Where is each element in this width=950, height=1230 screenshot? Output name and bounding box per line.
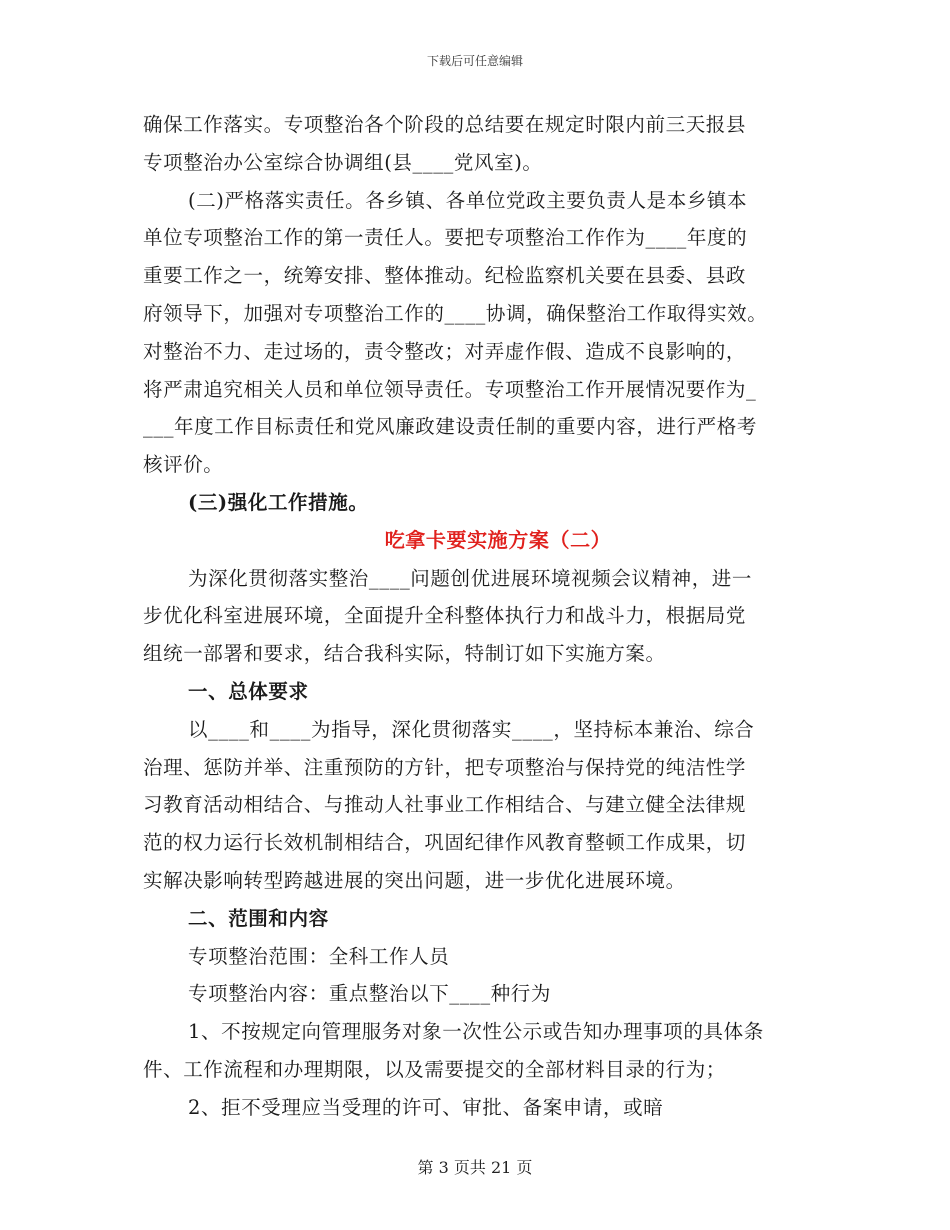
text-line: 步优化科室进展环境，全面提升全科整体执行力和战斗力，根据局党	[143, 604, 747, 628]
text-line: 府领导下，加强对专项整治工作的____协调，确保整治工作取得实效。	[143, 301, 768, 325]
text-line: 对整治不力、走过场的，责令整改；对弄虚作假、造成不良影响的，	[143, 339, 747, 363]
page-footer: 第 3 页共 21 页	[417, 1158, 533, 1177]
section-heading: 二、范围和内容	[188, 906, 329, 930]
text-line: 范的权力运行长效机制相结合，巩固纪律作风教育整顿工作成果，切	[143, 831, 747, 855]
text-line: 专项整治范围：全科工作人员	[188, 944, 450, 968]
text-line: 核评价。	[143, 453, 224, 477]
text-line: 组统一部署和要求，结合我科实际，特制订如下实施方案。	[143, 642, 666, 666]
text-line: 单位专项整治工作的第一责任人。要把专项整治工作作为____年度的	[143, 226, 748, 250]
document-body	[143, 106, 813, 1127]
text-line: 为深化贯彻落实整治____问题创优进展环境视频会议精神，进一	[188, 566, 753, 590]
text-line: 重要工作之一，统筹安排、整体推动。纪检监察机关要在县委、县政	[143, 264, 747, 288]
text-line: 件、工作流程和办理期限，以及需要提交的全部材料目录的行为；	[143, 1057, 726, 1081]
text-line: 2、拒不受理应当受理的许可、审批、备案申请，或暗	[188, 1095, 664, 1119]
section-title: 吃拿卡要实施方案（二）	[384, 527, 612, 552]
text-line: 专项整治办公室综合协调组(县____党风室)。	[143, 150, 543, 174]
page-header: 下载后可任意编辑	[426, 54, 523, 68]
text-line: 确保工作落实。专项整治各个阶段的总结要在规定时限内前三天报县	[143, 113, 747, 136]
section-heading: 一、总体要求	[188, 679, 309, 703]
text-line: 治理、惩防并举、注重预防的方针，把专项整治与保持党的纯洁性学	[143, 755, 747, 779]
text-line: (二)严格落实责任。各乡镇、各单位党政主要负责人是本乡镇本	[188, 188, 748, 212]
text-line: 专项整治内容：重点整治以下____种行为	[188, 982, 552, 1006]
section-heading: (三)强化工作措施。	[188, 490, 369, 514]
text-line: 习教育活动相结合、与推动人社事业工作相结合、与建立健全法律规	[143, 793, 747, 817]
text-line: 将严肃追究相关人员和单位领导责任。专项整治工作开展情况要作为_	[143, 377, 757, 401]
text-line: 实解决影响转型跨越进展的突出问题，进一步优化进展环境。	[143, 868, 686, 892]
text-line: 以____和____为指导，深化贯彻落实____，坚持标本兼治、综合	[188, 717, 755, 741]
text-line: ___年度工作目标责任和党风廉政建设责任制的重要内容，进行严格考	[143, 415, 757, 439]
text-line: 1、不按规定向管理服务对象一次性公示或告知办理事项的具体条	[188, 1020, 764, 1044]
